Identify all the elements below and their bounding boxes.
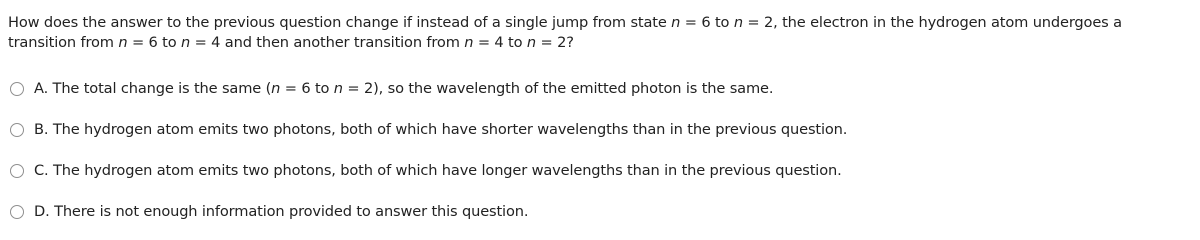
question-text [8,13,1194,53]
variable-n: n [671,14,681,31]
option-a-part: = 2), so the wavelength of the emitted photon is the same. [342,79,774,97]
question-part: = 4 to [473,34,527,51]
option-a-part: A. The total change is the same ( [34,79,272,97]
option-d-label: D. There is not enough information provided to answer this question. [34,202,529,220]
radio-button-c[interactable] [10,164,24,178]
option-a[interactable] [10,68,1190,109]
question-part: How does the answer to the previous question change if instead of a single jump from state [8,14,672,31]
variable-n: n [464,34,474,51]
option-b[interactable] [10,109,1190,150]
option-c[interactable] [10,150,1190,191]
radio-button-d[interactable] [10,205,24,219]
option-b-label: B. The hydrogen atom emits two photons, both of which have shorter wavelengths than in the previous question. [34,120,848,138]
question-part: = 6 to [127,34,182,51]
radio-button-a[interactable] [10,82,24,96]
option-a-label [34,79,773,99]
question-part: = 4 and then another transition from [190,34,465,51]
variable-n: n [333,79,343,97]
variable-n: n [526,34,537,51]
option-c-label: C. The hydrogen atom emits two photons, both of which have longer wavelengths than in the previous question. [34,161,842,179]
answer-options [10,68,1190,232]
variable-n: n [181,34,191,51]
question-part: = 2, the electron in the hydrogen atom undergoes a transition from [8,14,1122,51]
question-part: = 6 to [680,14,734,31]
variable-n: n [733,14,743,31]
question-part: = 2? [536,34,574,51]
variable-n: n [118,34,128,51]
variable-n: n [271,79,281,97]
radio-button-b[interactable] [10,123,24,137]
option-d[interactable] [10,191,1190,232]
option-a-part: = 6 to [280,79,334,97]
